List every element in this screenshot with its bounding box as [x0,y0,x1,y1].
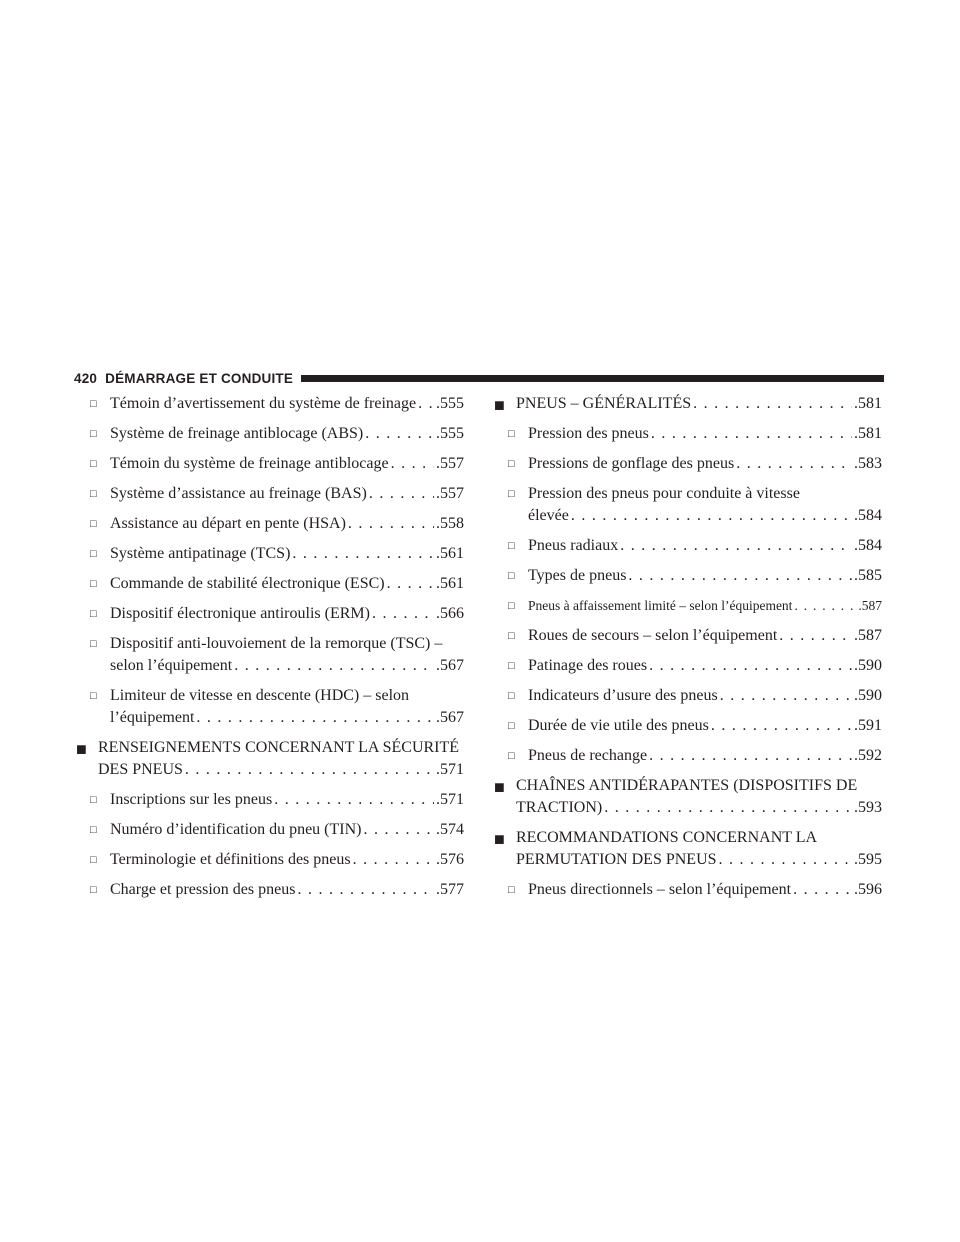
toc-subsection-entry[interactable] [76,573,464,595]
hollow-square-bullet-icon: □ [508,750,515,762]
dot-leader [794,595,856,617]
toc-subsection-entry[interactable] [76,423,464,445]
hollow-square-bullet-icon: □ [508,540,515,552]
toc-entry-title: Pneus radiaux [528,537,619,554]
hollow-square-bullet-icon: □ [508,660,515,672]
dot-leader [793,879,852,901]
dot-leader [369,483,434,505]
dot-leader [693,393,852,415]
hollow-square-bullet-icon: □ [90,638,97,650]
dot-leader [719,849,852,871]
toc-page-number: .558 [436,515,464,532]
toc-entry-title: PNEUS – GÉNÉRALITÉS [516,395,692,412]
dot-leader [353,849,434,871]
toc-entry-title: PERMUTATION DES PNEUS [516,851,717,868]
toc-page-number: .567 [436,709,464,726]
toc-left-column [76,385,464,901]
dot-leader [571,505,852,527]
toc-entry-title: Pneus directionnels – selon l’équipement [528,881,792,898]
toc-subsection-entry[interactable] [494,423,882,445]
toc-subsection-entry[interactable] [494,715,882,737]
toc-entry-title: Charge et pression des pneus [110,881,296,898]
toc-entry-title: Dispositif anti-louvoiement de la remorque (TSC) – [110,635,443,652]
hollow-square-bullet-icon: □ [90,518,97,530]
toc-subsection-entry[interactable] [76,393,464,415]
hollow-square-bullet-icon: □ [90,608,97,620]
toc-subsection-entry[interactable] [494,655,882,677]
dot-leader [292,543,434,565]
dot-leader [391,453,434,475]
page-number: 420 [74,370,98,386]
toc-entry-title: Patinage des roues [528,657,648,674]
hollow-square-bullet-icon: □ [90,578,97,590]
toc-page-number: .561 [436,575,464,592]
toc-page-number: .576 [436,851,464,868]
toc-subsection-entry[interactable] [76,819,464,841]
dot-leader [363,819,434,841]
toc-page-number: .595 [854,851,882,868]
toc-entry-title: élevée [528,507,569,524]
dot-leader [387,573,434,595]
filled-square-bullet-icon: ■ [494,829,505,849]
toc-section-entry[interactable] [494,393,882,415]
toc-entry-title: DES PNEUS [98,761,183,778]
hollow-square-bullet-icon: □ [508,458,515,470]
toc-subsection-entry[interactable] [494,625,882,647]
toc-entry-title: Commande de stabilité électronique (ESC) [110,575,385,592]
toc-entry-title: Pneus à affaissement limité – selon l’équipement [528,598,793,613]
toc-entry-title: Dispositif électronique antiroulis (ERM) [110,605,370,622]
toc-subsection-entry[interactable] [494,595,882,617]
dot-leader [736,453,852,475]
hollow-square-bullet-icon: □ [90,884,97,896]
header-rule [301,375,884,382]
toc-page-number: .557 [436,455,464,472]
toc-subsection-entry[interactable] [76,685,464,729]
toc-subsection-entry[interactable] [494,535,882,557]
toc-page-number: .555 [436,395,464,412]
toc-subsection-entry[interactable] [76,603,464,625]
hollow-square-bullet-icon: □ [90,428,97,440]
toc-entry-title: Témoin du système de freinage antiblocage [110,455,389,472]
toc-entry-title: Terminologie et définitions des pneus [110,851,351,868]
toc-section-entry[interactable] [76,737,464,781]
toc-entry-title: Numéro d’identification du pneu (TIN) [110,821,362,838]
toc-entry-title: Pression des pneus [528,425,649,442]
toc-page-number: .567 [436,657,464,674]
toc-entry-title: Indicateurs d’usure des pneus [528,687,718,704]
dot-leader [620,535,852,557]
dot-leader [651,423,852,445]
toc-entry-title: Pneus de rechange [528,747,648,764]
toc-subsection-entry[interactable] [494,745,882,767]
toc-section-entry[interactable] [494,775,882,819]
dot-leader [185,759,434,781]
toc-entry-title: Roues de secours – selon l’équipement [528,627,778,644]
toc-page-number: .584 [854,507,882,524]
dot-leader [372,603,434,625]
toc-page-number: .555 [436,425,464,442]
hollow-square-bullet-icon: □ [508,630,515,642]
toc-entry-title: Système de freinage antiblocage (ABS) [110,425,364,442]
toc-page-number: .581 [854,395,882,412]
toc-subsection-entry[interactable] [76,483,464,505]
dot-leader [711,715,852,737]
dot-leader [196,707,434,729]
hollow-square-bullet-icon: □ [90,854,97,866]
toc-page-number: .583 [854,455,882,472]
toc-page-number: .561 [436,545,464,562]
toc-entry-title: Pression des pneus pour conduite à vitesse [528,485,800,502]
toc-right-column [494,385,882,901]
dot-leader [628,565,852,587]
toc-page-number: .587 [858,598,882,613]
hollow-square-bullet-icon: □ [508,884,515,896]
toc-page-number: .566 [436,605,464,622]
hollow-square-bullet-icon: □ [90,458,97,470]
dot-leader [720,685,852,707]
hollow-square-bullet-icon: □ [508,570,515,582]
toc-entry-title: Limiteur de vitesse en descente (HDC) – selon [110,687,410,704]
toc-entry-title: Système d’assistance au freinage (BAS) [110,485,367,502]
toc-entry-title: Système antipatinage (TCS) [110,545,291,562]
hollow-square-bullet-icon: □ [90,488,97,500]
toc-subsection-entry[interactable] [76,453,464,475]
dot-leader [418,393,434,415]
toc-entry-title: CHAÎNES ANTIDÉRAPANTES (DISPOSITIFS DE [516,777,858,794]
dot-leader [779,625,852,647]
dot-leader [234,655,434,677]
toc-entry-title: Types de pneus [528,567,627,584]
hollow-square-bullet-icon: □ [508,720,515,732]
dot-leader [348,513,434,535]
dot-leader [274,789,434,811]
toc-page-number: .557 [436,485,464,502]
toc-entry-title: l’équipement [110,709,195,726]
hollow-square-bullet-icon: □ [90,548,97,560]
toc-subsection-entry[interactable] [76,543,464,565]
dot-leader [649,655,852,677]
dot-leader [649,745,852,767]
toc-subsection-entry[interactable] [494,483,882,527]
toc-page-number: .592 [854,747,882,764]
toc-page-number: .596 [854,881,882,898]
toc-page-number: .574 [436,821,464,838]
toc-subsection-entry[interactable] [494,453,882,475]
toc-subsection-entry[interactable] [76,879,464,901]
toc-page-number: .590 [854,657,882,674]
toc-page-number: .584 [854,537,882,554]
toc-page-number: .571 [436,761,464,778]
toc-page-number: .581 [854,425,882,442]
filled-square-bullet-icon: ■ [494,395,505,415]
toc-page-number: .587 [854,627,882,644]
hollow-square-bullet-icon: □ [508,428,515,440]
toc-entry-title: RENSEIGNEMENTS CONCERNANT LA SÉCURITÉ [98,739,460,756]
toc-subsection-entry[interactable] [76,849,464,871]
toc-entry-title: selon l’équipement [110,657,233,674]
toc-entry-title: Témoin d’avertissement du système de freinage [110,395,417,412]
toc-page-number: .571 [436,791,464,808]
toc-entry-title: RECOMMANDATIONS CONCERNANT LA [516,829,818,846]
toc-entry-title: Durée de vie utile des pneus [528,717,709,734]
toc-subsection-entry[interactable] [76,633,464,677]
dot-leader [365,423,434,445]
toc-subsection-entry[interactable] [494,685,882,707]
toc-entry-title: Assistance au départ en pente (HSA) [110,515,346,532]
toc-page-number: .585 [854,567,882,584]
toc-entry-title: Inscriptions sur les pneus [110,791,273,808]
dot-leader [297,879,434,901]
toc-section-entry[interactable] [494,827,882,871]
filled-square-bullet-icon: ■ [494,777,505,797]
filled-square-bullet-icon: ■ [76,739,87,759]
toc-page-number: .591 [854,717,882,734]
toc-page-number: .577 [436,881,464,898]
hollow-square-bullet-icon: □ [90,690,97,702]
hollow-square-bullet-icon: □ [508,600,515,612]
hollow-square-bullet-icon: □ [90,824,97,836]
dot-leader [604,797,852,819]
hollow-square-bullet-icon: □ [90,794,97,806]
toc-entry-title: TRACTION) [516,799,603,816]
hollow-square-bullet-icon: □ [508,488,515,500]
toc-subsection-entry[interactable] [494,879,882,901]
toc-entry-title: Pressions de gonflage des pneus [528,455,735,472]
toc-subsection-entry[interactable] [76,789,464,811]
toc-page-number: .590 [854,687,882,704]
section-title: DÉMARRAGE ET CONDUITE [105,370,294,386]
hollow-square-bullet-icon: □ [90,398,97,410]
toc-subsection-entry[interactable] [494,565,882,587]
toc-page-number: .593 [854,799,882,816]
toc-subsection-entry[interactable] [76,513,464,535]
hollow-square-bullet-icon: □ [508,690,515,702]
